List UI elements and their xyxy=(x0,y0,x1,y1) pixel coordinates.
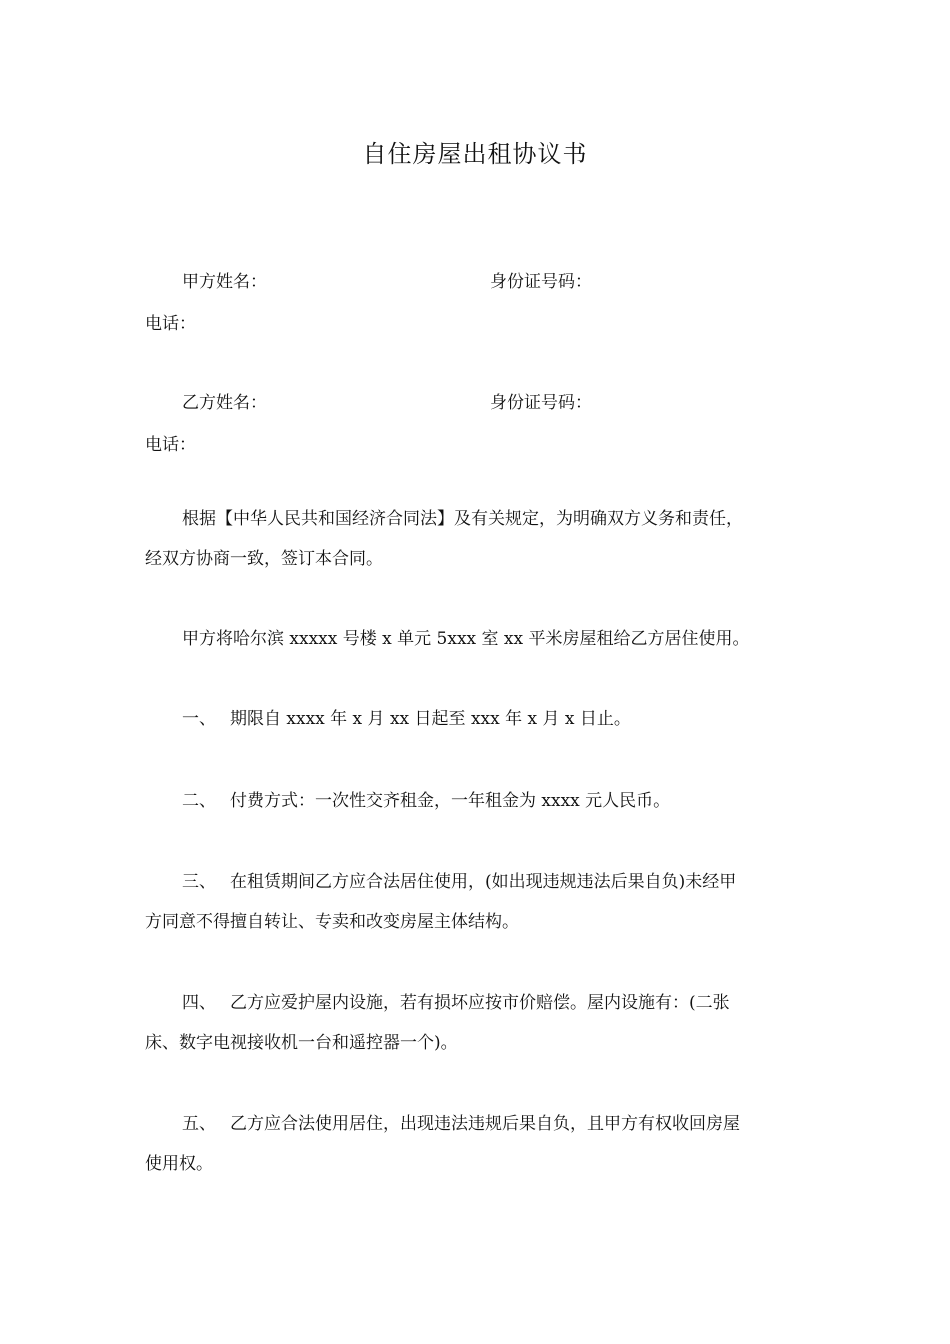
clause-5 xyxy=(145,1104,810,1184)
party-b-id-label: 身份证号码： xyxy=(490,393,592,413)
clause-4 xyxy=(145,983,810,1063)
clause-number: 二、 xyxy=(182,791,216,811)
clause-text: 期限自 xxxx 年 x 月 xx 日起至 xxx 年 x 月 x 日止。 xyxy=(230,709,631,729)
intro-paragraph xyxy=(145,499,810,579)
intro-line-2: 经双方协商一致，签订本合同。 xyxy=(145,549,383,569)
party-b-phone-label: 电话： xyxy=(145,435,196,455)
premise-paragraph xyxy=(145,619,810,659)
clause-text-continued: 使用权。 xyxy=(145,1154,213,1174)
party-a-id-label: 身份证号码： xyxy=(490,272,592,292)
party-a-name-label: 甲方姓名： xyxy=(182,272,267,292)
clause-text: 在租赁期间乙方应合法居住使用，(如出现违规违法后果自负)未经甲 xyxy=(230,872,737,892)
clause-text-continued: 方同意不得擅自转让、专卖和改变房屋主体结构。 xyxy=(145,912,519,932)
clause-number: 五、 xyxy=(182,1114,216,1134)
clause-text: 乙方应合法使用居住，出现违法违规后果自负，且甲方有权收回房屋 xyxy=(230,1114,740,1134)
clause-3 xyxy=(145,862,810,942)
party-a-phone-label: 电话： xyxy=(145,314,196,334)
clause-text-continued: 床、数字电视接收机一台和遥控器一个)。 xyxy=(145,1033,458,1053)
document-title: 自住房屋出租协议书 xyxy=(362,140,588,168)
clause-text: 乙方应爱护屋内设施，若有损坏应按市价赔偿。屋内设施有：(二张 xyxy=(230,993,730,1013)
clause-number: 一、 xyxy=(182,709,216,729)
clause-number: 三、 xyxy=(182,872,216,892)
clause-number: 四、 xyxy=(182,993,216,1013)
party-b-name-label: 乙方姓名： xyxy=(182,393,267,413)
intro-line-1: 根据【中华人民共和国经济合同法】及有关规定，为明确双方义务和责任， xyxy=(182,509,743,529)
premise-text: 甲方将哈尔滨 xxxxx 号楼 x 单元 5xxx 室 xx 平米房屋租给乙方居住使用。 xyxy=(182,629,750,649)
clause-text: 付费方式：一次性交齐租金，一年租金为 xxxx 元人民币。 xyxy=(230,791,671,811)
clause-1 xyxy=(145,699,810,739)
clause-2 xyxy=(145,781,810,821)
